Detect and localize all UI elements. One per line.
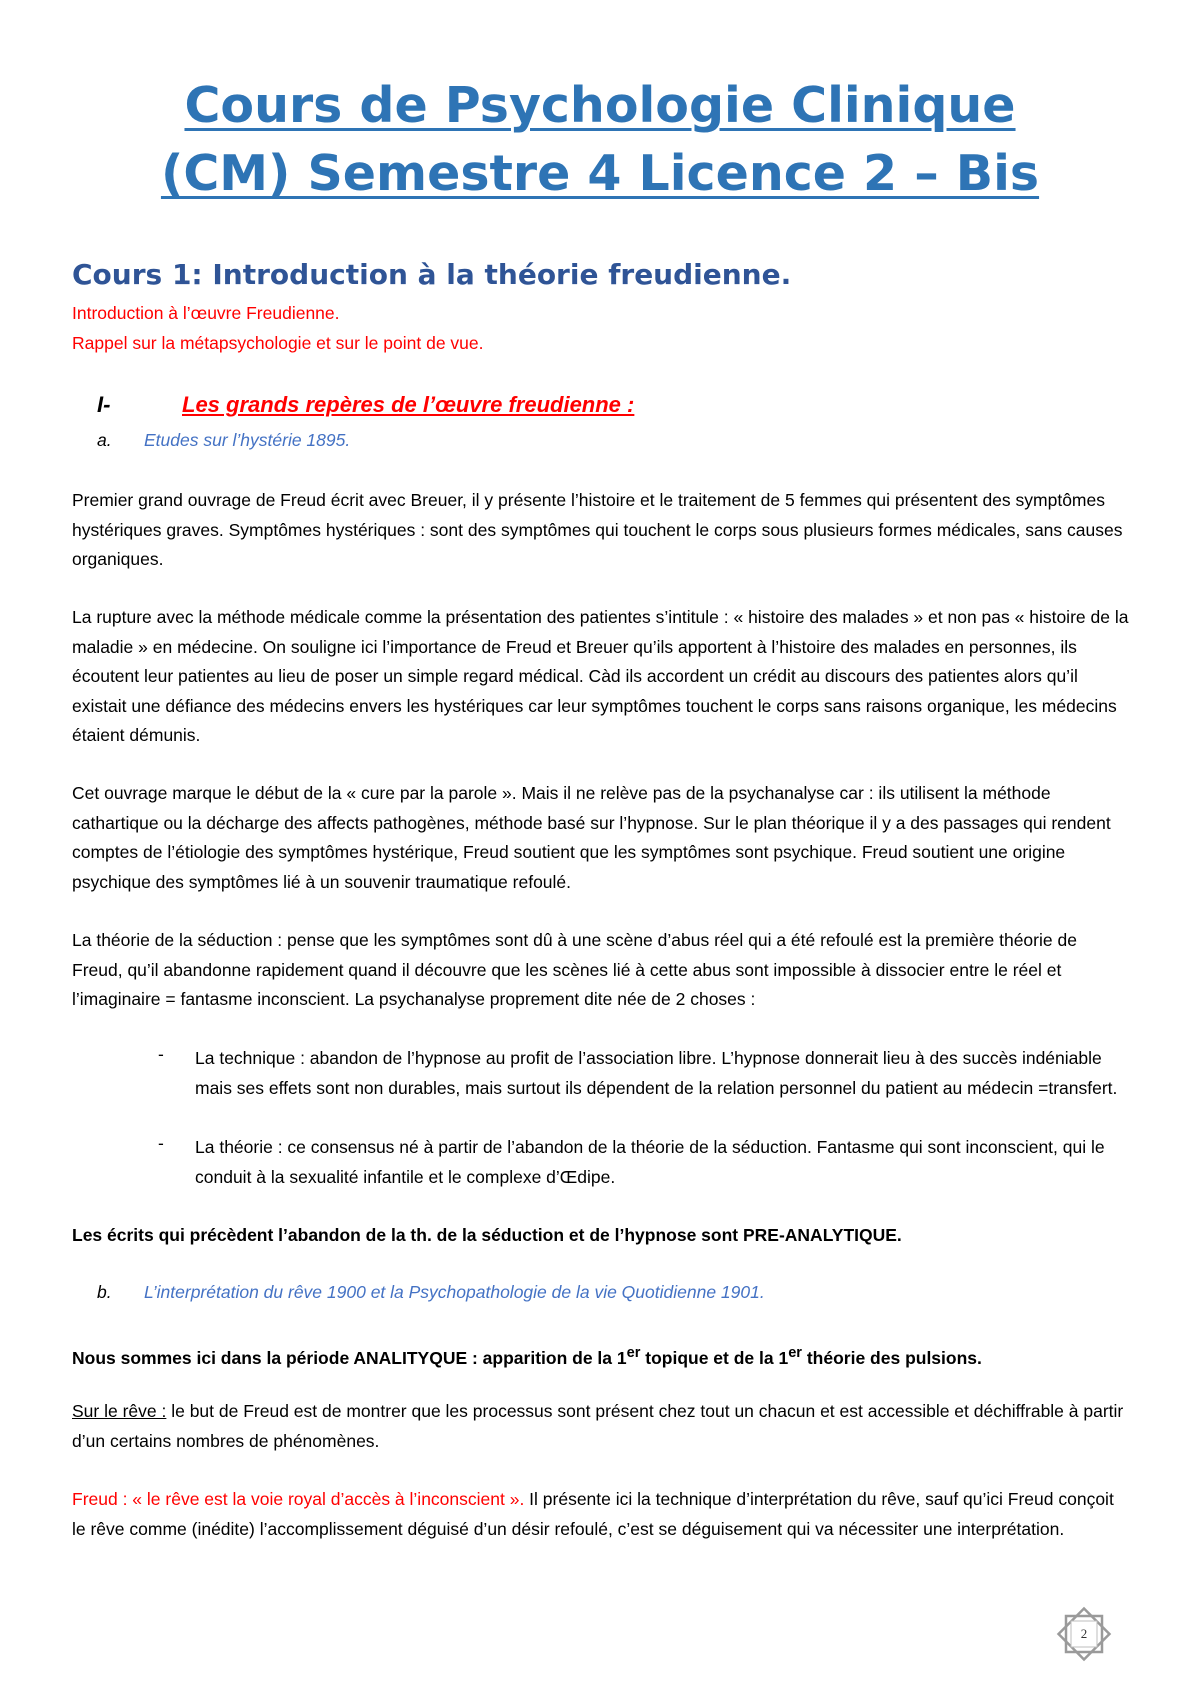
document-title <box>60 72 1140 208</box>
paragraph-2: La rupture avec la méthode médicale comme la présentation des patientes s’intitule : « histoire des malades » et non pas « histoire de la maladie » en médecine. On souligne ici l’importance de Freud et Breuer qu’ils apportent à l’histoire des malades en personnes, ils écoutent leur patientes au lieu de poser un simple regard médical. Càd ils accordent un crédit au discours des patientes alors qu’il existait une défiance des médecins envers les hystériques car leur symptômes touchent le corps sans raisons organique, les médecins étaient démunis. <box>72 607 1129 745</box>
subheading-a-letter: a. <box>97 430 112 450</box>
bullet-dash-2: - <box>158 1133 164 1153</box>
title-line-2: (CM) Semestre 4 Licence 2 – Bis <box>160 145 1040 202</box>
subheading-b <box>97 1282 765 1303</box>
intro-line-2: Rappel sur la métapsychologie et sur le point de vue. <box>72 333 484 353</box>
paragraph-1: Premier grand ouvrage de Freud écrit avec Breuer, il y présente l’histoire et le traitement de 5 femmes qui présentent des symptômes hystériques graves. Symptômes hystériques : sont des symptômes qui touchent le corps sous plusieurs formes médicales, sans causes organiques. <box>72 490 1123 569</box>
analytique-note <box>72 1339 1132 1373</box>
intro-line-1: Introduction à l’œuvre Freudienne. <box>72 303 340 323</box>
page-number: 2 <box>1080 1626 1088 1641</box>
reve-text: le but de Freud est de montrer que les processus sont présent chez tout un chacun et est accessible et déchiffrable à partir d’un certains nombres de phénomènes. <box>72 1401 1124 1451</box>
analytique-part-1: Nous sommes ici dans la période ANALITYQUE : apparition de la 1 <box>72 1347 627 1368</box>
subheading-b-title: L’interprétation du rêve 1900 et la Psychopathologie de la vie Quotidienne 1901. <box>144 1282 765 1302</box>
subheading-a <box>97 430 350 451</box>
subheading-b-letter: b. <box>97 1282 112 1302</box>
quote-text: Il présente ici la technique d’interprétation du rêve, sauf qu’ici Freud conçoit le rêve comme (inédite) l’accomplissement déguisé d’un désir refoulé, c’est se déguisement qui va nécessiter une interprétation. <box>72 1489 1114 1539</box>
analytique-part-3: théorie des pulsions. <box>801 1347 982 1368</box>
reve-paragraph <box>72 1397 1132 1456</box>
paragraph-3: Cet ouvrage marque le début de la « cure par la parole ». Mais il ne relève pas de la psychanalyse car : ils utilisent la méthode cathartique ou la décharge des affects pathogènes, méthode basé sur l’hypnose. Sur le plan théorique il y a des passages qui rendent comptes de l’étiologie des symptômes hystérique, Freud soutient que les symptômes sont psychique. Freud soutient une origine psychique des symptômes lié à un souvenir traumatique refoulé. <box>72 783 1111 892</box>
reve-label: Sur le rêve : <box>72 1401 167 1421</box>
paragraph-4: La théorie de la séduction : pense que les symptômes sont dû à une scène d’abus réel qui a été refoulé est la première théorie de Freud, qu’il abandonne rapidement quand il découvre que les scènes lié à cette abus sont impossible à dissocier entre le réel et l’imaginaire = fantasme inconscient. La psychanalyse proprement dite née de 2 choses : <box>72 930 1077 1009</box>
bullet-dash-1: - <box>158 1044 164 1064</box>
page-number-badge <box>1052 1602 1116 1666</box>
analytique-part-2: topique et de la 1 <box>640 1347 789 1368</box>
section-number: I- <box>97 392 111 417</box>
course-heading: Cours 1: Introduction à la théorie freudienne. <box>72 258 792 291</box>
quote-paragraph <box>72 1485 1132 1544</box>
section-heading-1 <box>97 392 634 418</box>
analytique-sup-2: er <box>788 1345 802 1361</box>
analytique-sup-1: er <box>626 1345 641 1361</box>
bullet-item-2: La théorie : ce consensus né à partir de l’abandon de la théorie de la séduction. Fantasme qui sont inconscient, qui le conduit à la sexualité infantile et le complexe d’Œdipe. <box>195 1137 1105 1187</box>
freud-quote: Freud : « le rêve est la voie royal d’accès à l’inconscient ». <box>72 1489 525 1509</box>
title-line-1: Cours de Psychologie Clinique <box>184 77 1016 134</box>
pre-analytique-note: Les écrits qui précèdent l’abandon de la th. de la séduction et de l’hypnose sont PRE-ANALYTIQUE. <box>72 1225 902 1245</box>
subheading-a-title: Etudes sur l’hystérie 1895. <box>144 430 351 450</box>
bullet-item-1: La technique : abandon de l’hypnose au profit de l’association libre. L’hypnose donnerait lieu à des succès indéniable mais ses effets sont non durables, mais surtout ils dépendent de la relation personnel du patient au médecin =transfert. <box>195 1048 1118 1098</box>
section-title: Les grands repères de l’œuvre freudienne : <box>182 392 635 417</box>
